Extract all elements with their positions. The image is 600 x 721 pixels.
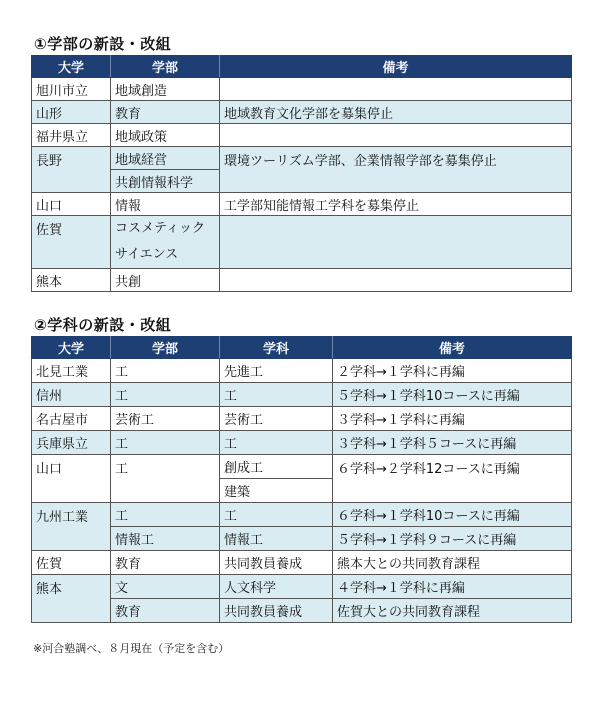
- cell-university: 福井県立: [32, 124, 111, 147]
- table-row: [32, 124, 572, 147]
- table-row: [32, 193, 572, 216]
- cell-university: 佐賀: [32, 551, 111, 575]
- cell-faculty: 工: [111, 431, 220, 455]
- table-row: [32, 407, 572, 431]
- cell-university: 山口: [32, 455, 111, 503]
- header-university: 大学: [32, 337, 111, 359]
- table-row: [32, 599, 572, 623]
- cell-note: 佐賀大との共同教育課程: [333, 599, 572, 623]
- cell-university: 旭川市立: [32, 78, 111, 101]
- cell-faculty: 文: [111, 575, 220, 599]
- header-faculty: 学部: [111, 56, 220, 78]
- footnote: ※河合塾調べ、８月現在（予定を含む）: [33, 642, 230, 655]
- table-row: [32, 455, 572, 479]
- table-row: [32, 551, 572, 575]
- header-note: 備考: [333, 337, 572, 359]
- cell-department: 情報工: [220, 527, 333, 551]
- cell-department: 芸術工: [220, 407, 333, 431]
- cell-note: ３学科→１学科に再編: [333, 407, 572, 431]
- cell-note: ２学科→１学科に再編: [333, 359, 572, 383]
- cell-faculty: 共創: [111, 269, 220, 292]
- cell-faculty: 工: [111, 503, 220, 527]
- cell-note: ３学科→１学科５コースに再編: [333, 431, 572, 455]
- cell-note: ６学科→１学科10コースに再編: [333, 503, 572, 527]
- cell-faculty: 工: [111, 455, 220, 503]
- cell-faculty: [111, 216, 220, 269]
- cell-faculty: 工: [111, 383, 220, 407]
- cell-note: [220, 124, 572, 147]
- cell-faculty: 教育: [111, 101, 220, 124]
- table-row: [32, 383, 572, 407]
- table-row: [32, 503, 572, 527]
- cell-faculty: 教育: [111, 599, 220, 623]
- cell-university: 長野: [32, 147, 111, 193]
- cell-faculty: 地域政策: [111, 124, 220, 147]
- cell-note: 環境ツーリズム学部、企業情報学部を募集停止: [220, 147, 572, 193]
- table-row: [32, 359, 572, 383]
- cell-university: 山口: [32, 193, 111, 216]
- cell-faculty: 工: [111, 359, 220, 383]
- cell-note: 地域教育文化学部を募集停止: [220, 101, 572, 124]
- cell-department: 工: [220, 503, 333, 527]
- cell-university: 山形: [32, 101, 111, 124]
- cell-note: ６学科→２学科12コースに再編: [333, 455, 572, 503]
- department-changes-table: [31, 336, 572, 623]
- table-row: [32, 78, 572, 101]
- header-note: 備考: [220, 56, 572, 78]
- cell-department: 共同教員養成: [220, 551, 333, 575]
- faculty-changes-table: [31, 55, 572, 292]
- table-row: [32, 147, 572, 170]
- cell-faculty: 芸術工: [111, 407, 220, 431]
- cell-note: ５学科→１学科９コースに再編: [333, 527, 572, 551]
- section2-title: ②学科の新設・改組: [34, 316, 172, 334]
- cell-department: 工: [220, 383, 333, 407]
- cell-note: ５学科→１学科10コースに再編: [333, 383, 572, 407]
- cell-note: ４学科→１学科に再編: [333, 575, 572, 599]
- cell-faculty: 情報工: [111, 527, 220, 551]
- cell-faculty: 地域創造: [111, 78, 220, 101]
- cell-department: 共同教員養成: [220, 599, 333, 623]
- table-row: [32, 101, 572, 124]
- cell-university: 九州工業: [32, 503, 111, 551]
- cell-faculty: 教育: [111, 551, 220, 575]
- cell-department: 建築: [220, 479, 333, 503]
- table-header-row: [32, 56, 572, 78]
- cell-faculty: 地域経営: [111, 147, 220, 170]
- cell-department: 工: [220, 431, 333, 455]
- cell-university: 熊本: [32, 269, 111, 292]
- cell-faculty: 情報: [111, 193, 220, 216]
- cell-university: 北見工業: [32, 359, 111, 383]
- table-row: [32, 575, 572, 599]
- header-university: 大学: [32, 56, 111, 78]
- cell-university: 佐賀: [32, 216, 111, 269]
- table-row: [32, 527, 572, 551]
- cell-note: 熊本大との共同教育課程: [333, 551, 572, 575]
- header-faculty: 学部: [111, 337, 220, 359]
- cell-university: 名古屋市: [32, 407, 111, 431]
- cell-note: [220, 269, 572, 292]
- cell-university: 兵庫県立: [32, 431, 111, 455]
- header-department: 学科: [220, 337, 333, 359]
- cell-note: 工学部知能情報工学科を募集停止: [220, 193, 572, 216]
- cell-department: 創成工: [220, 455, 333, 479]
- faculty-line: サイエンス: [115, 247, 179, 262]
- table-header-row: [32, 337, 572, 359]
- section1-title: ①学部の新設・改組: [34, 35, 172, 53]
- cell-department: 人文科学: [220, 575, 333, 599]
- cell-university: 熊本: [32, 575, 111, 623]
- table-row: [32, 269, 572, 292]
- cell-note: [220, 216, 572, 269]
- cell-note: [220, 78, 572, 101]
- table-row: [32, 431, 572, 455]
- cell-university: 信州: [32, 383, 111, 407]
- faculty-line: コスメティック: [115, 221, 205, 236]
- cell-department: 先進工: [220, 359, 333, 383]
- cell-faculty: 共創情報科学: [111, 170, 220, 193]
